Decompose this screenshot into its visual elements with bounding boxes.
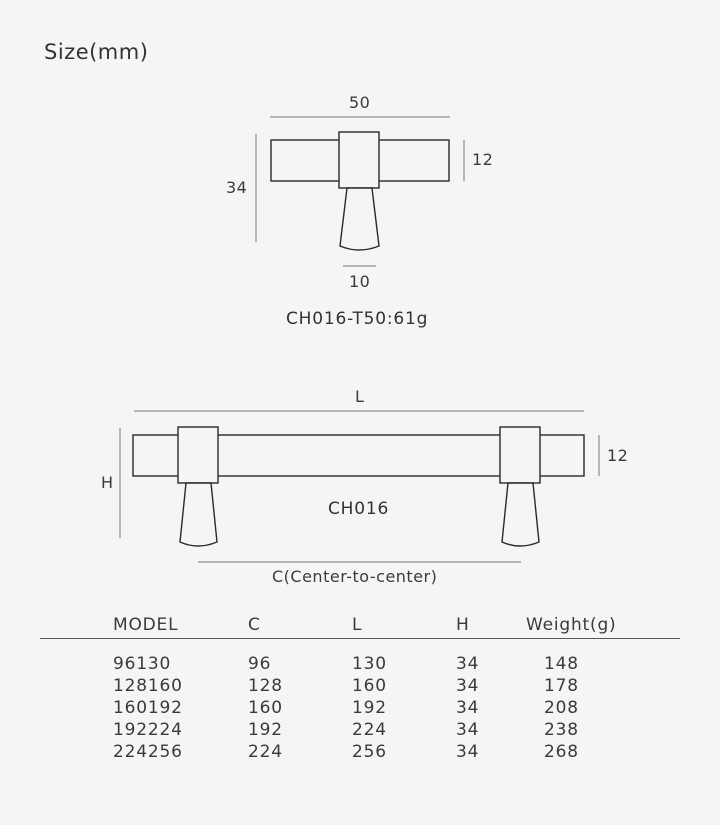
handle-left-collar [178, 427, 218, 483]
handle-right-post [502, 483, 539, 546]
header-c: C [248, 612, 352, 639]
knob-height-label: 34 [226, 178, 248, 197]
table-header-row [40, 612, 680, 639]
cell-l: 130 [352, 654, 387, 674]
knob-collar [339, 132, 379, 188]
handle-right-collar [500, 427, 540, 483]
table-row [40, 697, 680, 719]
cell-h: 34 [456, 654, 480, 674]
handle-caption: CH016 [328, 499, 390, 519]
cell-l: 256 [352, 742, 387, 762]
knob-width-label: 50 [349, 93, 371, 112]
table-row [40, 639, 680, 676]
header-weight: Weight(g) [526, 612, 680, 639]
cell-model: 192224 [113, 720, 183, 740]
cell-l: 192 [352, 698, 387, 718]
cell-c: 128 [248, 676, 283, 696]
cell-weight: 208 [544, 698, 579, 718]
cell-l: 224 [352, 720, 387, 740]
spec-table [40, 612, 680, 763]
handle-length-label: L [355, 387, 365, 406]
table-row [40, 741, 680, 763]
cell-c: 224 [248, 742, 283, 762]
header-model: MODEL [40, 612, 248, 639]
cell-weight: 178 [544, 676, 579, 696]
handle-bar-label: 12 [607, 446, 629, 465]
cell-model: 224256 [113, 742, 183, 762]
cell-model: 160192 [113, 698, 183, 718]
cell-c: 192 [248, 720, 283, 740]
knob-bar-label: 12 [472, 150, 494, 169]
header-h: H [456, 612, 526, 639]
handle-center-label: C(Center-to-center) [272, 567, 438, 586]
cell-model: 96130 [113, 654, 172, 674]
cell-c: 160 [248, 698, 283, 718]
page-title: Size(mm) [44, 40, 149, 64]
knob-base-label: 10 [349, 272, 371, 291]
header-l: L [352, 612, 456, 639]
cell-weight: 268 [544, 742, 579, 762]
cell-h: 34 [456, 742, 480, 762]
cell-weight: 238 [544, 720, 579, 740]
cell-h: 34 [456, 698, 480, 718]
table-row [40, 719, 680, 741]
cell-l: 160 [352, 676, 387, 696]
handle-left-post [180, 483, 217, 546]
cell-h: 34 [456, 720, 480, 740]
knob-caption: CH016-T50:61g [286, 309, 429, 329]
cell-h: 34 [456, 676, 480, 696]
cell-c: 96 [248, 654, 272, 674]
knob-post [340, 188, 379, 250]
cell-weight: 148 [544, 654, 579, 674]
table-row [40, 675, 680, 697]
cell-model: 128160 [113, 676, 183, 696]
handle-height-label: H [101, 473, 114, 492]
